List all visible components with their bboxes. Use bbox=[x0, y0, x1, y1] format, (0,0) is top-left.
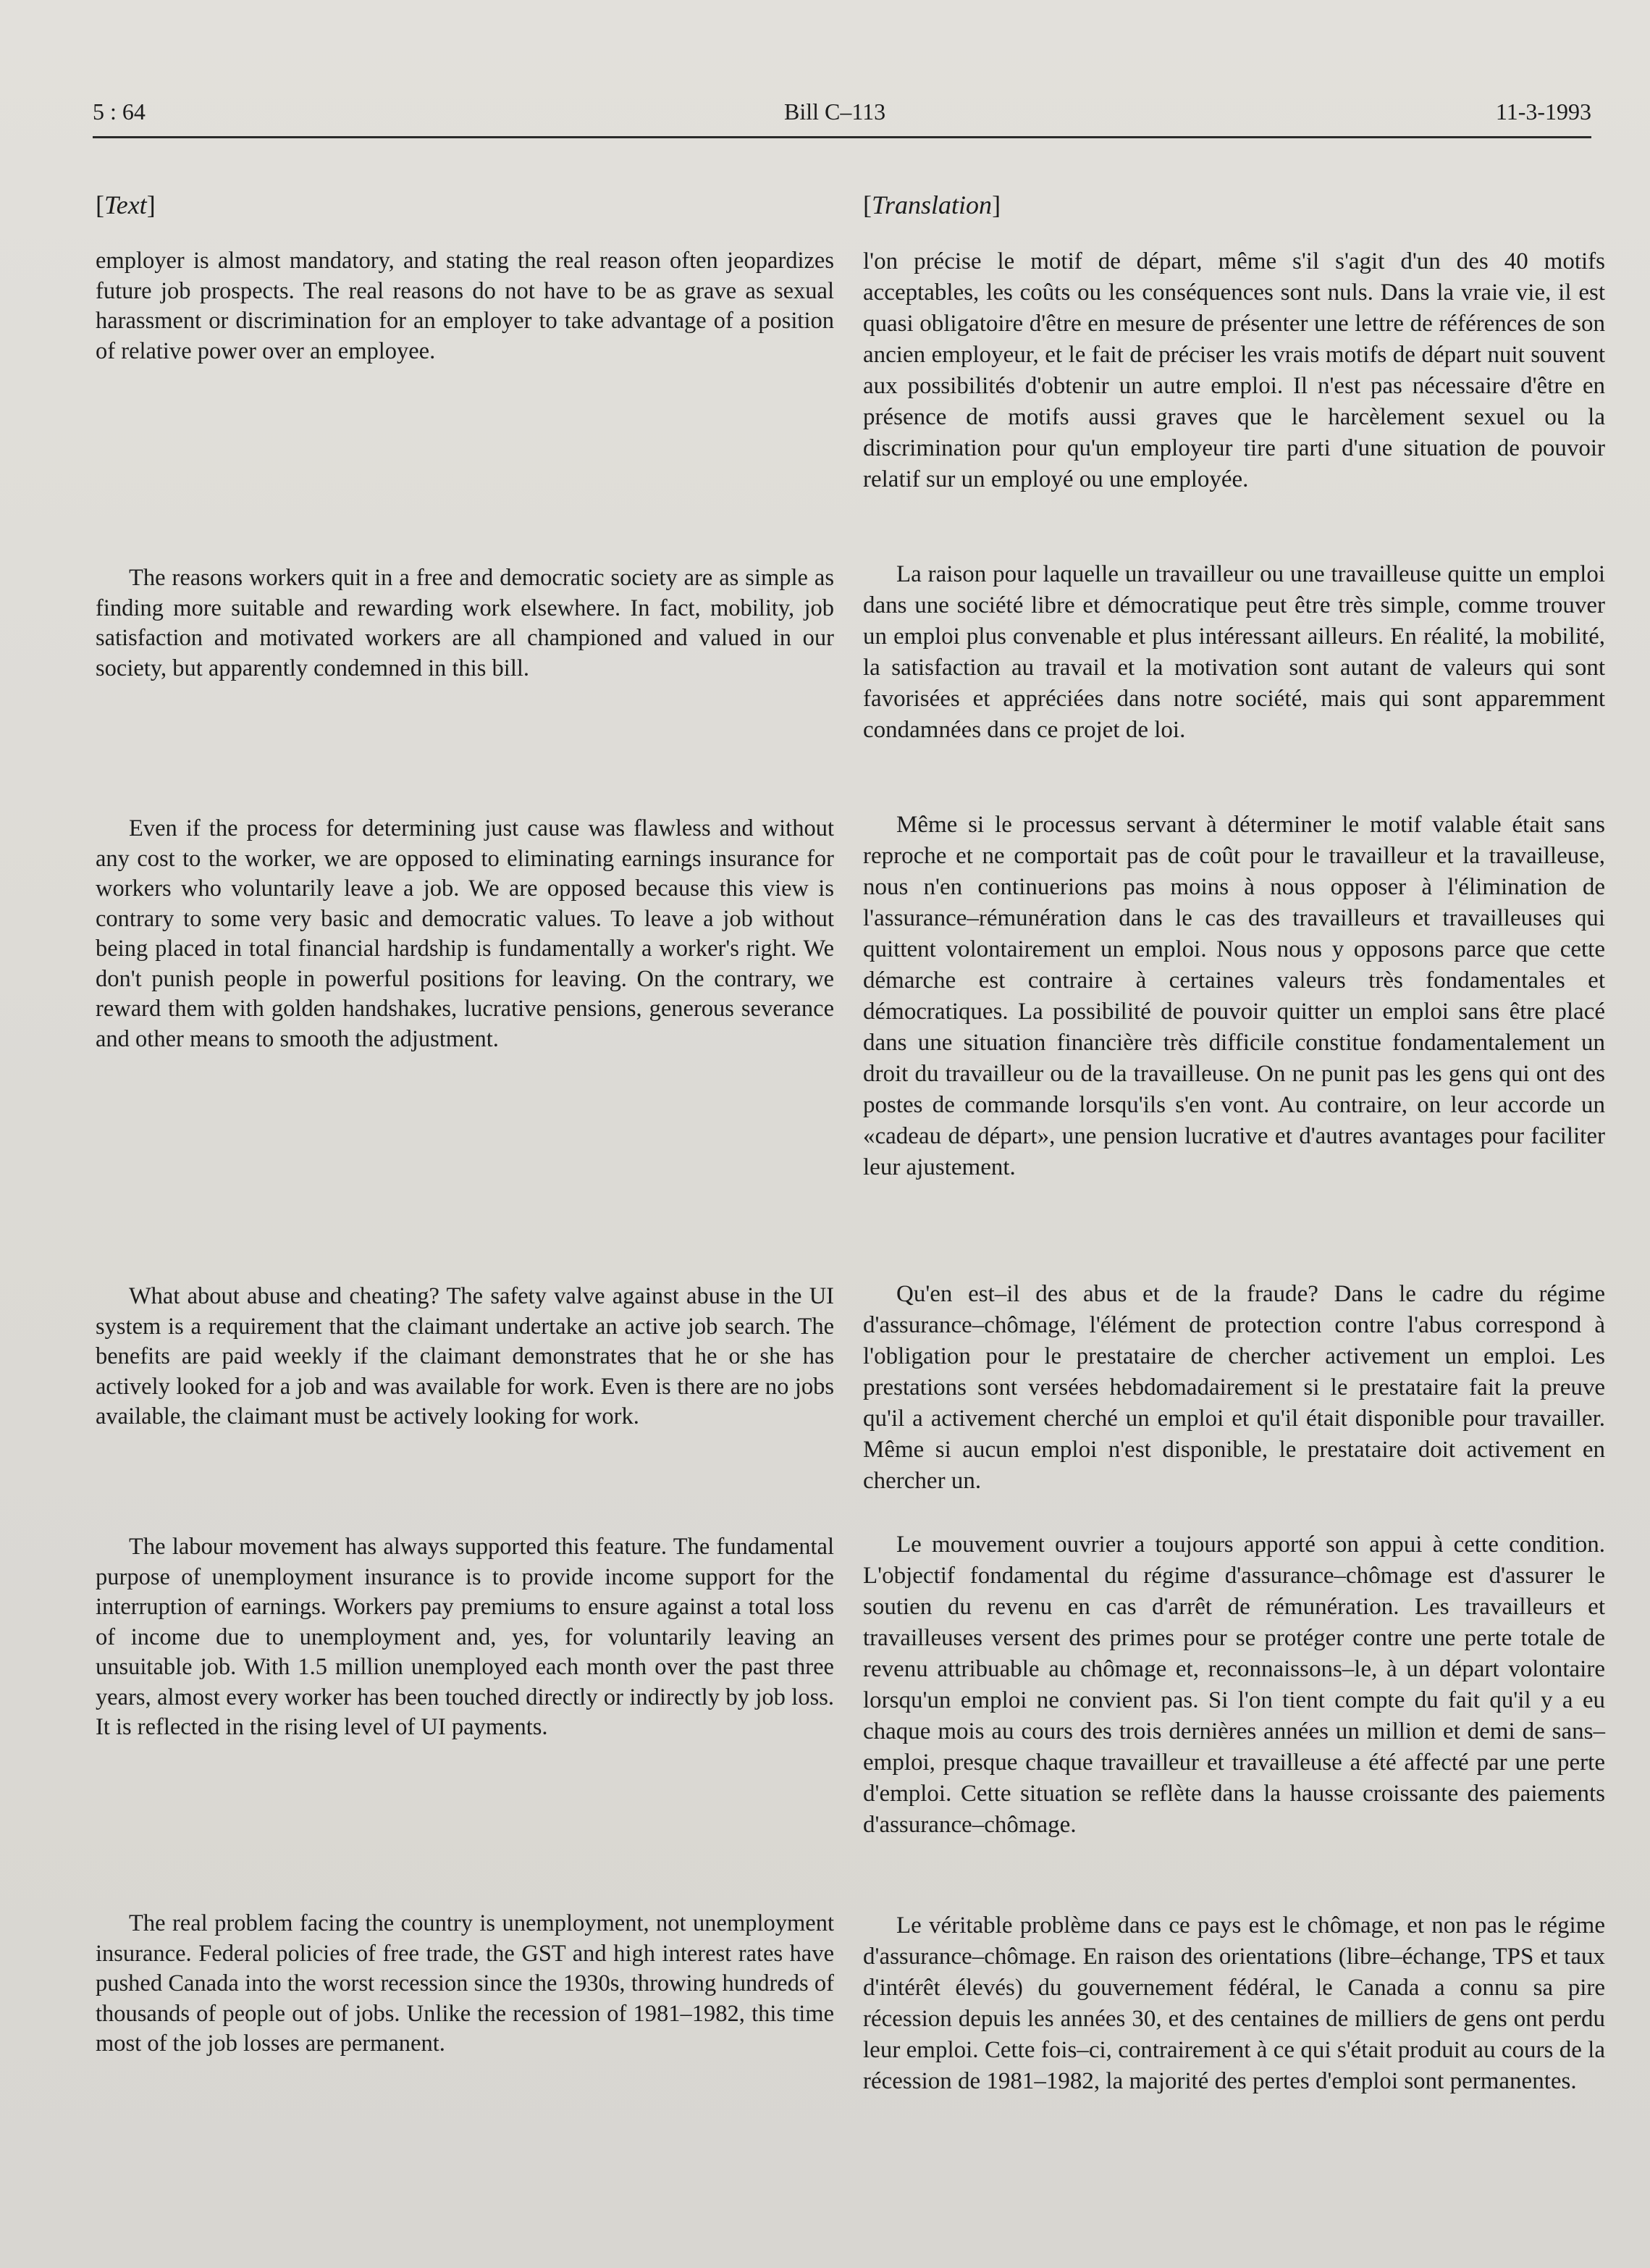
bill-title: Bill C–113 bbox=[784, 98, 886, 125]
column-label-translation: [ Translation ] bbox=[863, 190, 1605, 220]
paragraph: La raison pour laquelle un travailleur ou une travailleuse quitte un emploi dans une société libre et démocratique peut être très simple, comme trouver un emploi plus convenable et plus intéressant ailleurs. En réalité, la mobilité, la satisfaction au travail et la motivation sont autant de valeurs qui sont favorisées et appréciées dans notre société, mais qui sont apparemment condamnées dans ce projet de loi. bbox=[863, 561, 1605, 743]
page-header bbox=[93, 93, 1591, 138]
paragraph: The real problem facing the country is unemployment, not unemployment insurance. Federal policies of free trade, the GST and high interest rates have pushed Canada into the worst recession since the 1930s, throwing hundreds of thousands of people out of jobs. Unlike the recession of 1981–1982, this time most of the job losses are permanent. bbox=[96, 1910, 834, 2057]
column-label-text: [ Text ] bbox=[96, 190, 834, 220]
paragraph: Even if the process for determining just cause was flawless and without any cost to the worker, we are opposed to eliminating earnings insurance for workers who voluntarily leave a job. We are opposed because this view is contrary to some very basic and democratic values. To leave a job without being placed in total financial hardship is fundamentally a worker's right. We don't punish people in powerful positions for leaving. On the contrary, we reward them with golden handshakes, lucrative pensions, generous severance and other means to smooth the adjustment. bbox=[96, 815, 834, 1052]
paragraph: l'on précise le motif de départ, même s'il s'agit d'un des 40 motifs acceptables, les coûts ou les conséquences sont nuls. Dans la vraie vie, il est quasi obligatoire d'être en mesure de présenter une lettre de références de son ancien employeur, et le fait de préciser les vrais motifs de départ nuit souvent aux possibilités d'obtenir un autre emploi. Il n'est pas nécessaire d'être en présence de motifs aussi graves que le harcèlement sexuel ou la discrimination pour qu'un employeur tire parti d'une situation de pouvoir relatif sur un employé ou une employée. bbox=[863, 248, 1605, 492]
english-column bbox=[96, 190, 834, 2057]
paragraph: Le véritable problème dans ce pays est le chômage, et non pas le régime d'assurance–chômage. En raison des orientations (libre–échange, TPS et taux d'intérêt élevés) du gouvernement fédéral, le Canada a connu sa pire récession depuis les années 30, et des centaines de milliers de gens ont perdu leur emploi. Cette fois–ci, contrairement à ce qui s'était produit au cours de la récession de 1981–1982, la majorité des pertes d'emploi sont permanentes. bbox=[863, 1912, 1605, 2094]
paragraph: What about abuse and cheating? The safety valve against abuse in the UI system is a requirement that the claimant undertake an active job search. The benefits are paid weekly if the claimant demonstrates that he or she has actively looked for a job and was available for work. Even is there are no jobs available, the claimant must be actively looking for work. bbox=[96, 1283, 834, 1429]
page-reference: 5 : 64 bbox=[93, 98, 146, 125]
french-column bbox=[863, 190, 1605, 2094]
paragraph: Qu'en est–il des abus et de la fraude? Dans le cadre du régime d'assurance–chômage, l'élément de protection contre l'abus correspond à l'obligation pour le prestataire de chercher activement un emploi. Les prestations sont versées hebdomadairement si le prestataire fait la preuve qu'il a activement cherché un emploi et qu'il était disponible pour travailler. Même si aucun emploi n'est disponible, le prestataire doit activement en chercher un. bbox=[863, 1281, 1605, 1494]
header-date: 11-3-1993 bbox=[1495, 98, 1591, 125]
paragraph: Même si le processus servant à déterminer le motif valable était sans reproche et ne comportait pas de coût pour le travailleur et la travailleuse, nous n'en continuerions pas moins à nous opposer à l'élimination de l'assurance–rémunération dans le cas des travailleurs et travailleuses qui quittent volontairement un emploi. Nous nous y opposons parce que cette démarche est contraire à certaines valeurs très fondamentales et démocratiques. La possibilité de pouvoir quitter un emploi sans être placé dans une situation financière très difficile constitue fondamentalement un droit du travailleur ou de la travailleuse. On ne punit pas les gens qui ont des postes de commande lorsqu'ils s'en vont. Au contraire, on leur accorde un «cadeau de départ», une pension lucrative et d'autres avantages pour faciliter leur ajustement. bbox=[863, 812, 1605, 1180]
paragraph: employer is almost mandatory, and stating the real reason often jeopardizes future job prospects. The real reasons do not have to be as grave as sexual harassment or discrimination for an employer to take advantage of a position of relative power over an employee. bbox=[96, 248, 834, 364]
paragraph: The reasons workers quit in a free and democratic society are as simple as finding more suitable and rewarding work elsewhere. In fact, mobility, job satisfaction and motivated workers are all championed and valued in our society, but apparently condemned in this bill. bbox=[96, 565, 834, 681]
paragraph: Le mouvement ouvrier a toujours apporté son appui à cette condition. L'objectif fondamental du régime d'assurance–chômage est d'assurer le soutien du revenu en cas d'arrêt de rémunération. Les travailleurs et travailleuses versent des primes pour se protéger contre une perte totale de revenu attribuable au chômage et, reconnaissons–le, à un départ volontaire lorsqu'un emploi ne convient pas. Si l'on tient compte du fait qu'il y a eu chaque mois au cours des trois dernières années un million et demi de sans–emploi, presque chaque travailleur et travailleuse a été affecté par une perte d'emploi. Cette situation se reflète dans la hausse croissante des paiements d'assurance–chômage. bbox=[863, 1532, 1605, 1838]
paragraph: The labour movement has always supported this feature. The fundamental purpose of unemployment insurance is to provide income support for the interruption of earnings. Workers pay premiums to ensure against a total loss of income due to unemployment and, yes, for voluntarily leaving an unsuitable job. With 1.5 million unemployed each month over the past three years, almost every worker has been touched directly or indirectly by job loss. It is reflected in the rising level of UI payments. bbox=[96, 1534, 834, 1740]
